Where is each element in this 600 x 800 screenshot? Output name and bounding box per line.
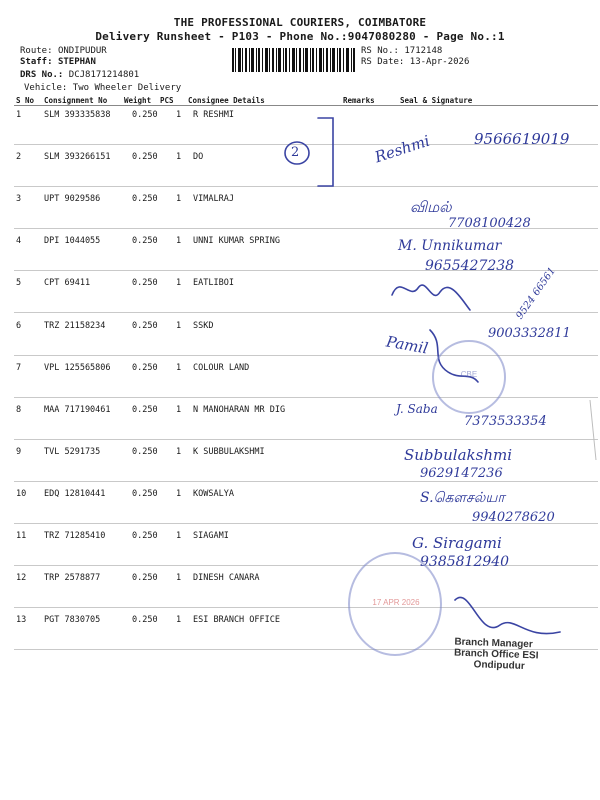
phone-row-10: 9940278620 (472, 510, 555, 525)
row-weight: 0.250 (132, 615, 158, 626)
row-consignment-no: DPI 1044055 (44, 236, 101, 247)
row-sno: 6 (16, 320, 22, 331)
row-pcs: 1 (176, 362, 182, 373)
row-consignment-no: EDQ 12810441 (44, 488, 106, 499)
row-consignee: SSKD (193, 320, 214, 331)
row-weight: 0.250 (132, 278, 158, 289)
row-consignee: SIAGAMI (193, 531, 229, 541)
phone-row-6: 9003332811 (488, 326, 571, 341)
row-consignment-no: VPL 125565806 (44, 362, 111, 373)
row-consignment-no: CPT 69411 (44, 278, 91, 289)
row-pcs: 1 (176, 573, 182, 584)
signature-row-9: Subbulakshmi (404, 446, 513, 464)
row-weight: 0.250 (132, 404, 158, 415)
row-pcs: 1 (176, 236, 182, 247)
row-sno: 1 (16, 110, 22, 120)
row-weight: 0.250 (132, 531, 158, 541)
round-seal-stamp (432, 340, 506, 414)
row-weight: 0.250 (132, 573, 158, 584)
col-seal-signature: Seal & Signature (400, 96, 473, 105)
row-weight: 0.250 (132, 362, 158, 373)
row-sno: 10 (16, 488, 27, 499)
col-sno: S No (16, 96, 35, 105)
phone-row-4: 9655427238 (425, 258, 515, 274)
row-pcs: 1 (176, 615, 182, 626)
branch-place-text: Ondipudur (473, 659, 525, 672)
row-weight: 0.250 (132, 152, 158, 163)
col-remarks: Remarks (343, 96, 375, 105)
phone-row-9: 9629147236 (420, 466, 503, 481)
row-consignee: KOWSALYA (193, 488, 234, 499)
seal-date-text: 17 APR 2026 (372, 598, 420, 607)
phone-row-1: 9566619019 (474, 130, 570, 148)
rs-date-label: RS Date: (361, 57, 405, 67)
row-pcs: 1 (176, 404, 182, 415)
row-consignment-no: TVL 5291735 (44, 446, 101, 457)
row-weight: 0.250 (132, 236, 158, 247)
rs-no-label: RS No.: (361, 46, 399, 56)
rs-no-value: 1712148 (404, 46, 443, 56)
row-pcs: 1 (176, 488, 182, 499)
drs-value: DCJ8171214801 (68, 70, 140, 80)
row-weight: 0.250 (132, 194, 158, 205)
seal-cbe-text: CBE (460, 370, 478, 379)
branch-manager-text: Branch Manager (454, 636, 533, 651)
row-consignment-no: TRP 2578877 (44, 573, 101, 584)
col-consignment: Consignment No (44, 96, 108, 105)
signature-flourish-5 (392, 285, 470, 310)
row-sno: 13 (16, 615, 27, 626)
row-consignee: EATLIBOI (193, 278, 234, 289)
signature-flourish-13 (455, 597, 560, 633)
row-consignment-no: TRZ 71285410 (44, 531, 106, 541)
phone-row-5: 9524 66561 (514, 265, 559, 322)
signature-row-3: விமல் (410, 198, 452, 216)
mark-2: 2 (291, 145, 300, 160)
staff-label: Staff: (20, 57, 53, 67)
row-weight: 0.250 (132, 488, 158, 499)
signature-row-8: J. Saba (396, 402, 438, 416)
branch-stamp (453, 637, 539, 673)
row-consignee: UNNI KUMAR SPRING (193, 236, 280, 247)
row-consignee: K SUBBULAKSHMI (193, 446, 265, 457)
drs-label: DRS No.: (20, 70, 64, 80)
row-consignee: R RESHMI (193, 110, 234, 120)
route-label: Route: (20, 46, 53, 56)
row-sno: 11 (16, 531, 27, 541)
row-pcs: 1 (176, 110, 182, 120)
company-title: THE PROFESSIONAL COURIERS, COIMBATORE (173, 16, 427, 29)
vehicle-label: Vehicle: (24, 83, 68, 93)
signature-row-11: G. Siragami (412, 534, 502, 552)
row-pcs: 1 (176, 278, 182, 289)
row-consignment-no: UPT 9029586 (44, 194, 101, 205)
row-weight: 0.250 (132, 320, 158, 331)
col-details: Consignee Details (188, 96, 265, 105)
col-pcs: PCS (160, 96, 174, 105)
row-sno: 8 (16, 404, 22, 415)
row-consignee: ESI BRANCH OFFICE (193, 615, 280, 626)
row-consignee: DO (193, 152, 204, 163)
route-value: ONDIPUDUR (57, 46, 107, 56)
phone-row-8: 7373533354 (464, 414, 547, 429)
row-consignee: COLOUR LAND (193, 362, 250, 373)
date-seal-stamp (348, 552, 442, 656)
row-sno: 4 (16, 236, 22, 247)
signature-row-1: Reshmi (372, 131, 432, 167)
col-weight: Weight (124, 96, 152, 105)
row-weight: 0.250 (132, 110, 158, 120)
rs-date-value: 13-Apr-2026 (409, 57, 470, 67)
row-consignment-no: SLM 393266151 (44, 152, 111, 163)
row-sno: 9 (16, 446, 22, 457)
vehicle-value: Two Wheeler Delivery (72, 83, 182, 93)
branch-office-text: Branch Office ESI (453, 647, 539, 662)
fold-mark (590, 400, 596, 460)
row-consignment-no: MAA 717190461 (44, 404, 111, 415)
signature-row-6: Pamil (384, 332, 430, 358)
row-pcs: 1 (176, 446, 182, 457)
row-consignment-no: TRZ 21158234 (44, 320, 106, 331)
phone-row-3: 7708100428 (448, 216, 531, 231)
runsheet-subtitle: Delivery Runsheet - P103 - Phone No.:9047080280 - Page No.:1 (95, 30, 505, 43)
signature-row-10: S.கௌசல்யா (420, 490, 505, 506)
row-consignee: DINESH CANARA (193, 573, 260, 584)
row-weight: 0.250 (132, 446, 158, 457)
phone-row-11: 9385812940 (420, 554, 510, 570)
bracket-mark (318, 118, 333, 186)
row-pcs: 1 (176, 152, 182, 163)
row-pcs: 1 (176, 320, 182, 331)
row-sno: 5 (16, 278, 22, 289)
row-consignee: N MANOHARAN MR DIG (193, 404, 286, 415)
row-pcs: 1 (176, 531, 182, 541)
row-sno: 12 (16, 573, 27, 584)
signature-row-4: M. Unnikumar (398, 238, 502, 254)
row-consignment-no: SLM 393335838 (44, 110, 111, 120)
row-sno: 2 (16, 152, 22, 163)
row-consignee: VIMALRAJ (193, 194, 234, 205)
row-pcs: 1 (176, 194, 182, 205)
row-consignment-no: PGT 7830705 (44, 615, 101, 626)
row-sno: 7 (16, 362, 22, 373)
staff-value: STEPHAN (57, 57, 96, 67)
row-sno: 3 (16, 194, 22, 205)
